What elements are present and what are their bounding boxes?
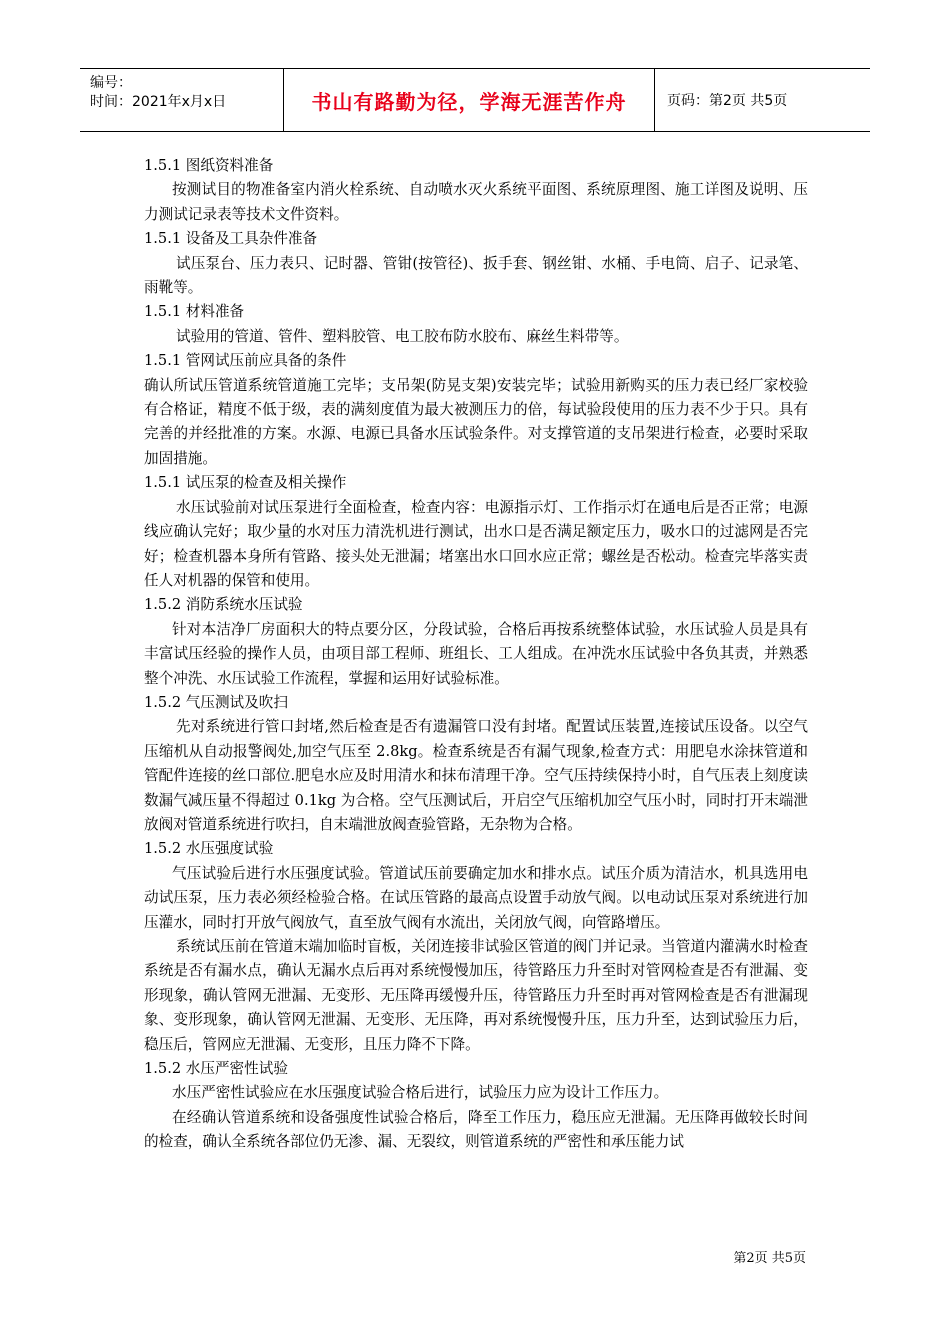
section-heading: 1.5.1 管网试压前应具备的条件 [144,352,347,370]
header-page-number: 页码：第2页 共5页 [667,93,788,109]
paragraph: 系统试压前在管道末端加临时盲板，关闭连接非试验区管道的阀门并记录。当管道内灌满水时检查系统是否有漏水点，确认无漏水点后再对系统慢慢加压，待管路压力升至时对管网检查是否有泄漏、变形现象，确认管网无泄漏、无变形、无压降再缓慢升压，待管路压力升至时再对管网检查是否有泄漏现象、变形现象，确认管网无泄漏、无变形、无压降，再对系统慢慢升压，压力升至，达到试验压力后，稳压后，管网应无泄漏、无变形，且压力降不下降。 [144,938,808,1053]
section-heading: 1.5.1 材料准备 [144,303,245,321]
date-label: 时间：2021年x月x日 [90,94,227,110]
paragraph: 水压试验前对试压泵进行全面检查，检查内容：电源指示灯、工作指示灯在通电后是否正常；电源线应确认完好；取少量的水对压力清洗机进行测试，出水口是否满足额定压力，吸水口的过滤网是否完好；检查机器本身所有管路、接头处无泄漏；堵塞出水口回水应正常；螺丝是否松动。检查完毕落实责任人对机器的保管和使用。 [144,498,808,589]
paragraph: 试验用的管道、管件、塑料胶管、电工胶布防水胶布、麻丝生料带等。 [176,327,629,345]
section-heading: 1.5.2 水压强度试验 [144,840,274,858]
section-heading: 1.5.1 试压泵的检查及相关操作 [144,474,347,492]
section-heading: 1.5.2 气压测试及吹扫 [144,693,288,711]
section-heading: 1.5.1 设备及工具杂件准备 [144,230,318,248]
paragraph: 针对本洁净厂房面积大的特点要分区，分段试验，合格后再按系统整体试验，水压试验人员是具有丰富试压经验的操作人员，由项目部工程师、班组长、工人组成。在冲洗水压试验中各负其责，并熟悉整个冲洗、水压试验工作流程，掌握和运用好试验标准。 [144,620,808,687]
paragraph: 按测试目的物准备室内消火栓系统、自动喷水灭火系统平面图、系统原理图、施工详图及说明、压力测试记录表等技术文件资料。 [144,181,808,223]
section-heading: 1.5.2 消防系统水压试验 [144,596,303,614]
paragraph: 先对系统进行管口封堵,然后检查是否有遗漏管口没有封堵。配置试压装置,连接试压设备。以空气压缩机从自动报警阀处,加空气压至 2.8kg。检查系统是否有漏气现象,检查方式：用肥皂水涂抹管道和管配件连接的丝口部位.肥皂水应及时用清水和抹布清理干净。空气压持续保持小时，自气压表上刻度读数漏气减压量不得超过 0.1kg 为合格。空气压测试后，开启空气压缩机加空气压小时，同时打开末端泄放阀对管道系统进行吹扫，自末端泄放阀查验管路，无杂物为合格。 [144,718,808,833]
paragraph: 在经确认管道系统和设备强度性试验合格后，降至工作压力，稳压应无泄漏。无压降再做较长时间的检查，确认全系统各部位仍无渗、漏、无裂纹，则管道系统的严密性和承压能力试 [144,1108,808,1151]
serial-number-label: 编号： [90,75,132,91]
page-footer: 第2页 共5页 [733,1251,806,1266]
paragraph: 确认所试压管道系统管道施工完毕；支吊架(防晃支架)安装完毕；试验用新购买的压力表已经厂家校验有合格证，精度不低于级，表的满刻度值为最大被测压力的倍，每试验段使用的压力表不少于只。具有完善的并经批准的方案。水源、电源已具备水压试验条件。对支撑管道的支吊架进行检查，必要时采取加固措施。 [144,376,808,467]
section-heading: 1.5.1 图纸资料准备 [144,157,274,174]
paragraph: 试压泵台、压力表只、记时器、管钳(按管径)、扳手套、钢丝钳、水桶、手电筒、启子、记录笔、雨靴等。 [144,254,808,297]
document-body [144,154,808,1155]
page-header [80,68,870,132]
paragraph: 水压严密性试验应在水压强度试验合格后进行，试验压力应为设计工作压力。 [172,1084,669,1102]
section-heading: 1.5.2 水压严密性试验 [144,1060,288,1078]
header-info-cell [80,69,283,131]
header-motto: 书山有路勤为径，学海无涯苦作舟 [283,69,655,131]
paragraph: 气压试验后进行水压强度试验。管道试压前要确定加水和排水点。试压介质为清洁水，机具选用电动试压泵，压力表必须经检验合格。在试压管路的最高点设置手动放气阀。以电动试压泵对系统进行加压灌水，同时打开放气阀放气，直至放气阀有水流出，关闭放气阀，向管路增压。 [144,864,808,931]
